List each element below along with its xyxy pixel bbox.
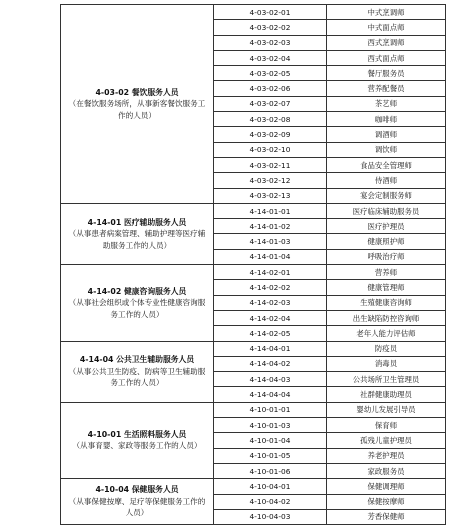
- occupation-code: 4-03-02-04: [214, 50, 327, 65]
- category-cell: [61, 479, 214, 525]
- occupation-name: 咖啡师: [327, 112, 446, 127]
- occupation-code: 4-03-02-06: [214, 81, 327, 96]
- occupation-code: 4-14-02-04: [214, 310, 327, 325]
- occupation-code: 4-03-02-10: [214, 142, 327, 157]
- category-description: （从事公共卫生防疫、防病等卫生辅助服务工作的人员）: [68, 366, 206, 388]
- occupation-code: 4-14-04-02: [214, 356, 327, 371]
- occupation-name: 呼吸治疗师: [327, 249, 446, 264]
- category-cell: [61, 5, 214, 204]
- category-description: （从事患者病案管理、辅助护理等医疗辅助服务工作的人员）: [68, 229, 206, 250]
- occupation-name: 防疫员: [327, 341, 446, 356]
- category-description: （从事社会组织或个体专业性健康咨询服务工作的人员）: [68, 298, 206, 319]
- occupation-code: 4-03-02-03: [214, 35, 327, 50]
- occupation-code: 4-10-04-03: [214, 509, 327, 524]
- occupation-code: 4-14-01-01: [214, 203, 327, 218]
- occupation-name: 健康管理师: [327, 280, 446, 295]
- occupation-code: 4-14-01-04: [214, 249, 327, 264]
- occupation-name: 调酒师: [327, 127, 446, 142]
- occupation-name: 侍酒师: [327, 173, 446, 188]
- table-row: [61, 341, 446, 356]
- occupation-name: 婴幼儿发展引导员: [327, 402, 446, 417]
- occupation-name: 公共场所卫生管理员: [327, 372, 446, 387]
- occupation-code: 4-14-04-03: [214, 372, 327, 387]
- table-row: [61, 479, 446, 494]
- occupation-name: 健康照护师: [327, 234, 446, 249]
- occupation-name: 食品安全管理师: [327, 157, 446, 172]
- category-title: 4-14-04 公共卫生辅助服务人员: [79, 355, 195, 365]
- occupation-name: 营养师: [327, 265, 446, 280]
- category-cell: [61, 341, 214, 402]
- occupation-code: 4-14-04-04: [214, 387, 327, 402]
- category-description: （在餐饮服务场所，从事新客餐饮服务工作的人员）: [68, 99, 206, 120]
- category-title: 4-10-01 生活照料服务人员: [87, 429, 187, 439]
- occupation-name: 保健调理师: [327, 479, 446, 494]
- occupation-table: [60, 4, 446, 525]
- occupation-code: 4-14-01-03: [214, 234, 327, 249]
- occupation-code: 4-10-01-01: [214, 402, 327, 417]
- occupation-code: 4-14-04-01: [214, 341, 327, 356]
- occupation-name: 消毒员: [327, 356, 446, 371]
- category-description: （从事育婴、家政等服务工作的人员）: [72, 441, 202, 451]
- occupation-code: 4-03-02-12: [214, 173, 327, 188]
- category-description: （从事保健按摩、足疗等保健服务工作的人员）: [68, 496, 206, 518]
- occupation-code: 4-03-02-09: [214, 127, 327, 142]
- occupation-name: 中式烹调师: [327, 5, 446, 20]
- category-cell: [61, 402, 214, 478]
- occupation-code: 4-03-02-11: [214, 157, 327, 172]
- table-row: [61, 203, 446, 218]
- table-row: [61, 5, 446, 20]
- occupation-name: 中式面点师: [327, 20, 446, 35]
- occupation-name: 养老护理员: [327, 448, 446, 463]
- table-row: [61, 265, 446, 280]
- occupation-name: 西式面点师: [327, 50, 446, 65]
- occupation-code: 4-14-02-01: [214, 265, 327, 280]
- category-title: 4-10-04 保健服务人员: [95, 485, 179, 495]
- occupation-name: 医疗临床辅助服务员: [327, 203, 446, 218]
- occupation-code: 4-10-01-06: [214, 463, 327, 478]
- occupation-code: 4-03-02-08: [214, 112, 327, 127]
- occupation-code: 4-03-02-07: [214, 96, 327, 111]
- occupation-name: 老年人能力评估师: [327, 326, 446, 341]
- occupation-code: 4-10-01-04: [214, 433, 327, 448]
- category-cell: [61, 203, 214, 264]
- category-title: 4-14-02 健康咨询服务人员: [87, 286, 187, 296]
- category-title: 4-03-02 餐饮服务人员: [95, 87, 179, 97]
- occupation-code: 4-10-01-05: [214, 448, 327, 463]
- category-cell: [61, 265, 214, 341]
- occupation-name: 茶艺师: [327, 96, 446, 111]
- occupation-name: 孤残儿童护理员: [327, 433, 446, 448]
- occupation-name: 餐厅服务员: [327, 66, 446, 81]
- occupation-code: 4-03-02-01: [214, 5, 327, 20]
- occupation-name: 家政服务员: [327, 463, 446, 478]
- occupation-code: 4-10-04-01: [214, 479, 327, 494]
- occupation-code: 4-10-01-03: [214, 418, 327, 433]
- occupation-name: 保育师: [327, 418, 446, 433]
- occupation-code: 4-14-01-02: [214, 219, 327, 234]
- occupation-code: 4-10-04-02: [214, 494, 327, 509]
- occupation-name: 营养配餐员: [327, 81, 446, 96]
- occupation-code: 4-14-02-02: [214, 280, 327, 295]
- category-title: 4-14-01 医疗辅助服务人员: [87, 217, 187, 227]
- occupation-code: 4-14-02-05: [214, 326, 327, 341]
- occupation-name: 调饮师: [327, 142, 446, 157]
- occupation-name: 保健按摩师: [327, 494, 446, 509]
- occupation-name: 宴会定制服务师: [327, 188, 446, 203]
- occupation-table-body: [61, 5, 446, 525]
- occupation-code: 4-03-02-02: [214, 20, 327, 35]
- occupation-name: 芳香保健师: [327, 509, 446, 524]
- occupation-name: 社群健康助理员: [327, 387, 446, 402]
- occupation-code: 4-14-02-03: [214, 295, 327, 310]
- occupation-name: 生殖健康咨询师: [327, 295, 446, 310]
- table-row: [61, 402, 446, 417]
- occupation-code: 4-03-02-05: [214, 66, 327, 81]
- occupation-name: 出生缺陷防控咨询师: [327, 310, 446, 325]
- occupation-code: 4-03-02-13: [214, 188, 327, 203]
- occupation-name: 西式烹调师: [327, 35, 446, 50]
- occupation-name: 医疗护理员: [327, 219, 446, 234]
